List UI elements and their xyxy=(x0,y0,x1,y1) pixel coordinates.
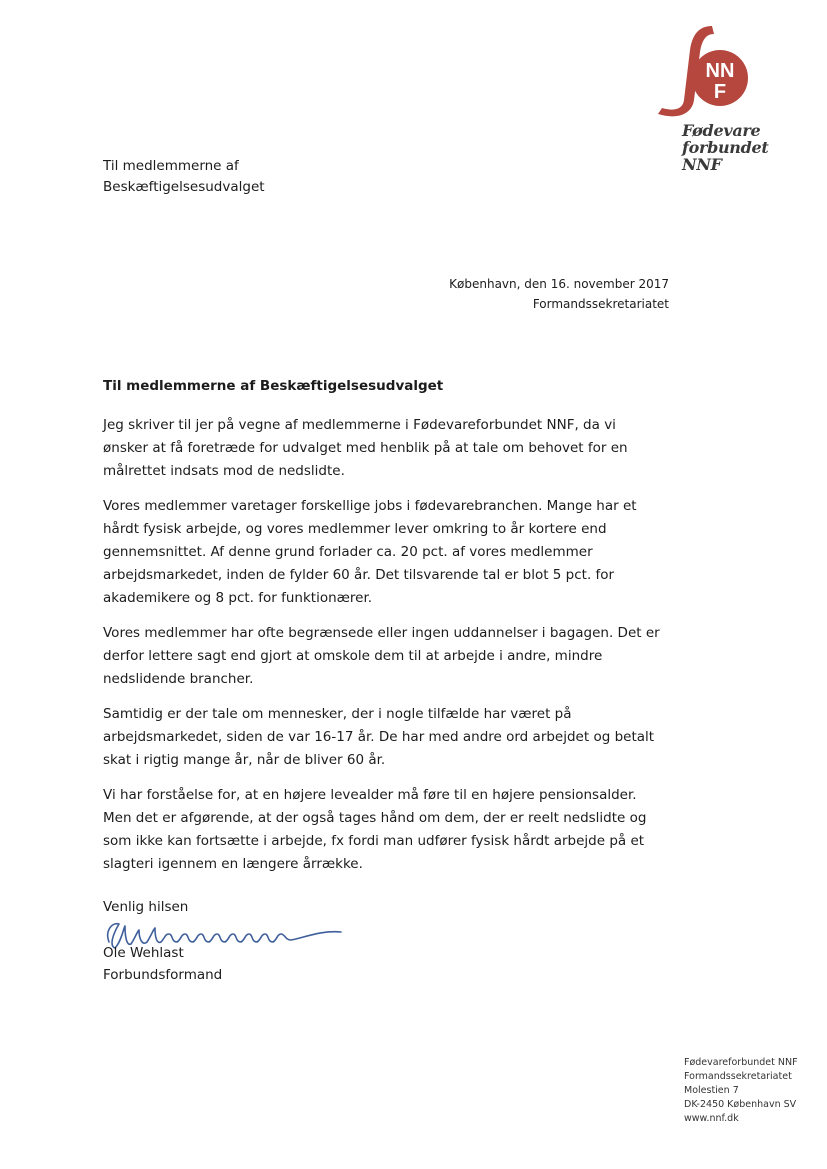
footer-line: Molestien 7 xyxy=(684,1085,739,1096)
recipient-address xyxy=(103,156,265,198)
letter-date: København, den 16. november 2017 xyxy=(449,277,669,291)
recipient-line: Til medlemmerne af xyxy=(103,158,239,174)
logo-monogram-top: NN xyxy=(705,60,735,82)
body-paragraph: Vores medlemmer varetager forskellige jobs i fødevarebranchen. Mange har et hårdt fysisk arbejde, og vores medlemmer lever omkring to år kortere end gennemsnittet. Af denne grund forlader ca. 20 pct. af vores medlemmer arbejdsmarkedet, inden de fylder 60 år. Det tilsvarende tal er blot 5 pct. for akademikere og 8 pct. for funktionærer. xyxy=(103,498,637,606)
logo-wordmark xyxy=(682,122,769,173)
letter-body xyxy=(103,414,663,888)
footer-line: Formandssekretariatet xyxy=(684,1071,792,1082)
sender-department: Formandssekretariatet xyxy=(532,297,669,311)
footer-line: Fødevareforbundet NNF xyxy=(684,1057,798,1068)
nnf-logo-mark xyxy=(654,22,772,122)
footer-line: DK-2450 København SV xyxy=(684,1099,797,1110)
date-block xyxy=(449,274,669,314)
body-paragraph: Vores medlemmer har ofte begrænsede eller ingen uddannelser i bagagen. Det er derfor lettere sagt end gjort at omskole dem til at arbejde i andre, mindre nedslidende brancher. xyxy=(103,625,660,687)
greeting-text: Venlig hilsen xyxy=(103,899,189,915)
footer-line: www.nnf.dk xyxy=(684,1113,739,1124)
logo-monogram-bottom: F xyxy=(713,81,727,103)
logo-line: Fødevare xyxy=(682,121,761,140)
signatory xyxy=(103,942,222,986)
signatory-title: Forbundsformand xyxy=(103,967,223,983)
footer-address xyxy=(684,1056,798,1126)
nnf-logo xyxy=(654,22,772,182)
body-paragraph: Vi har forståelse for, at en højere levealder må føre til en højere pensionsalder. Men det er afgørende, at der også tages hånd om dem, der er reelt nedslidte og som ikke kan fortsætte i arbejde, fx fordi man udfører fysisk hårdt arbejde på et slagteri igennem en længere årrække. xyxy=(103,787,647,872)
logo-line: forbundet xyxy=(682,138,769,157)
body-paragraph: Samtidig er der tale om mennesker, der i nogle tilfælde har været på arbejdsmarkedet, siden de var 16-17 år. De har med andre ord arbejdet og betalt skat i rigtig mange år, når de bliver 60 år. xyxy=(103,706,655,768)
letter-subject: Til medlemmerne af Beskæftigelsesudvalget xyxy=(103,378,444,394)
signatory-name: Ole Wehlast xyxy=(103,945,184,961)
body-paragraph: Jeg skriver til jer på vegne af medlemmerne i Fødevareforbundet NNF, da vi ønsker at få foretræde for udvalget med henblik på at tale om behovet for en målrettet indsats mod de nedslidte. xyxy=(103,417,628,479)
logo-line: NNF xyxy=(682,155,722,174)
recipient-line: Beskæftigelsesudvalget xyxy=(103,179,265,195)
